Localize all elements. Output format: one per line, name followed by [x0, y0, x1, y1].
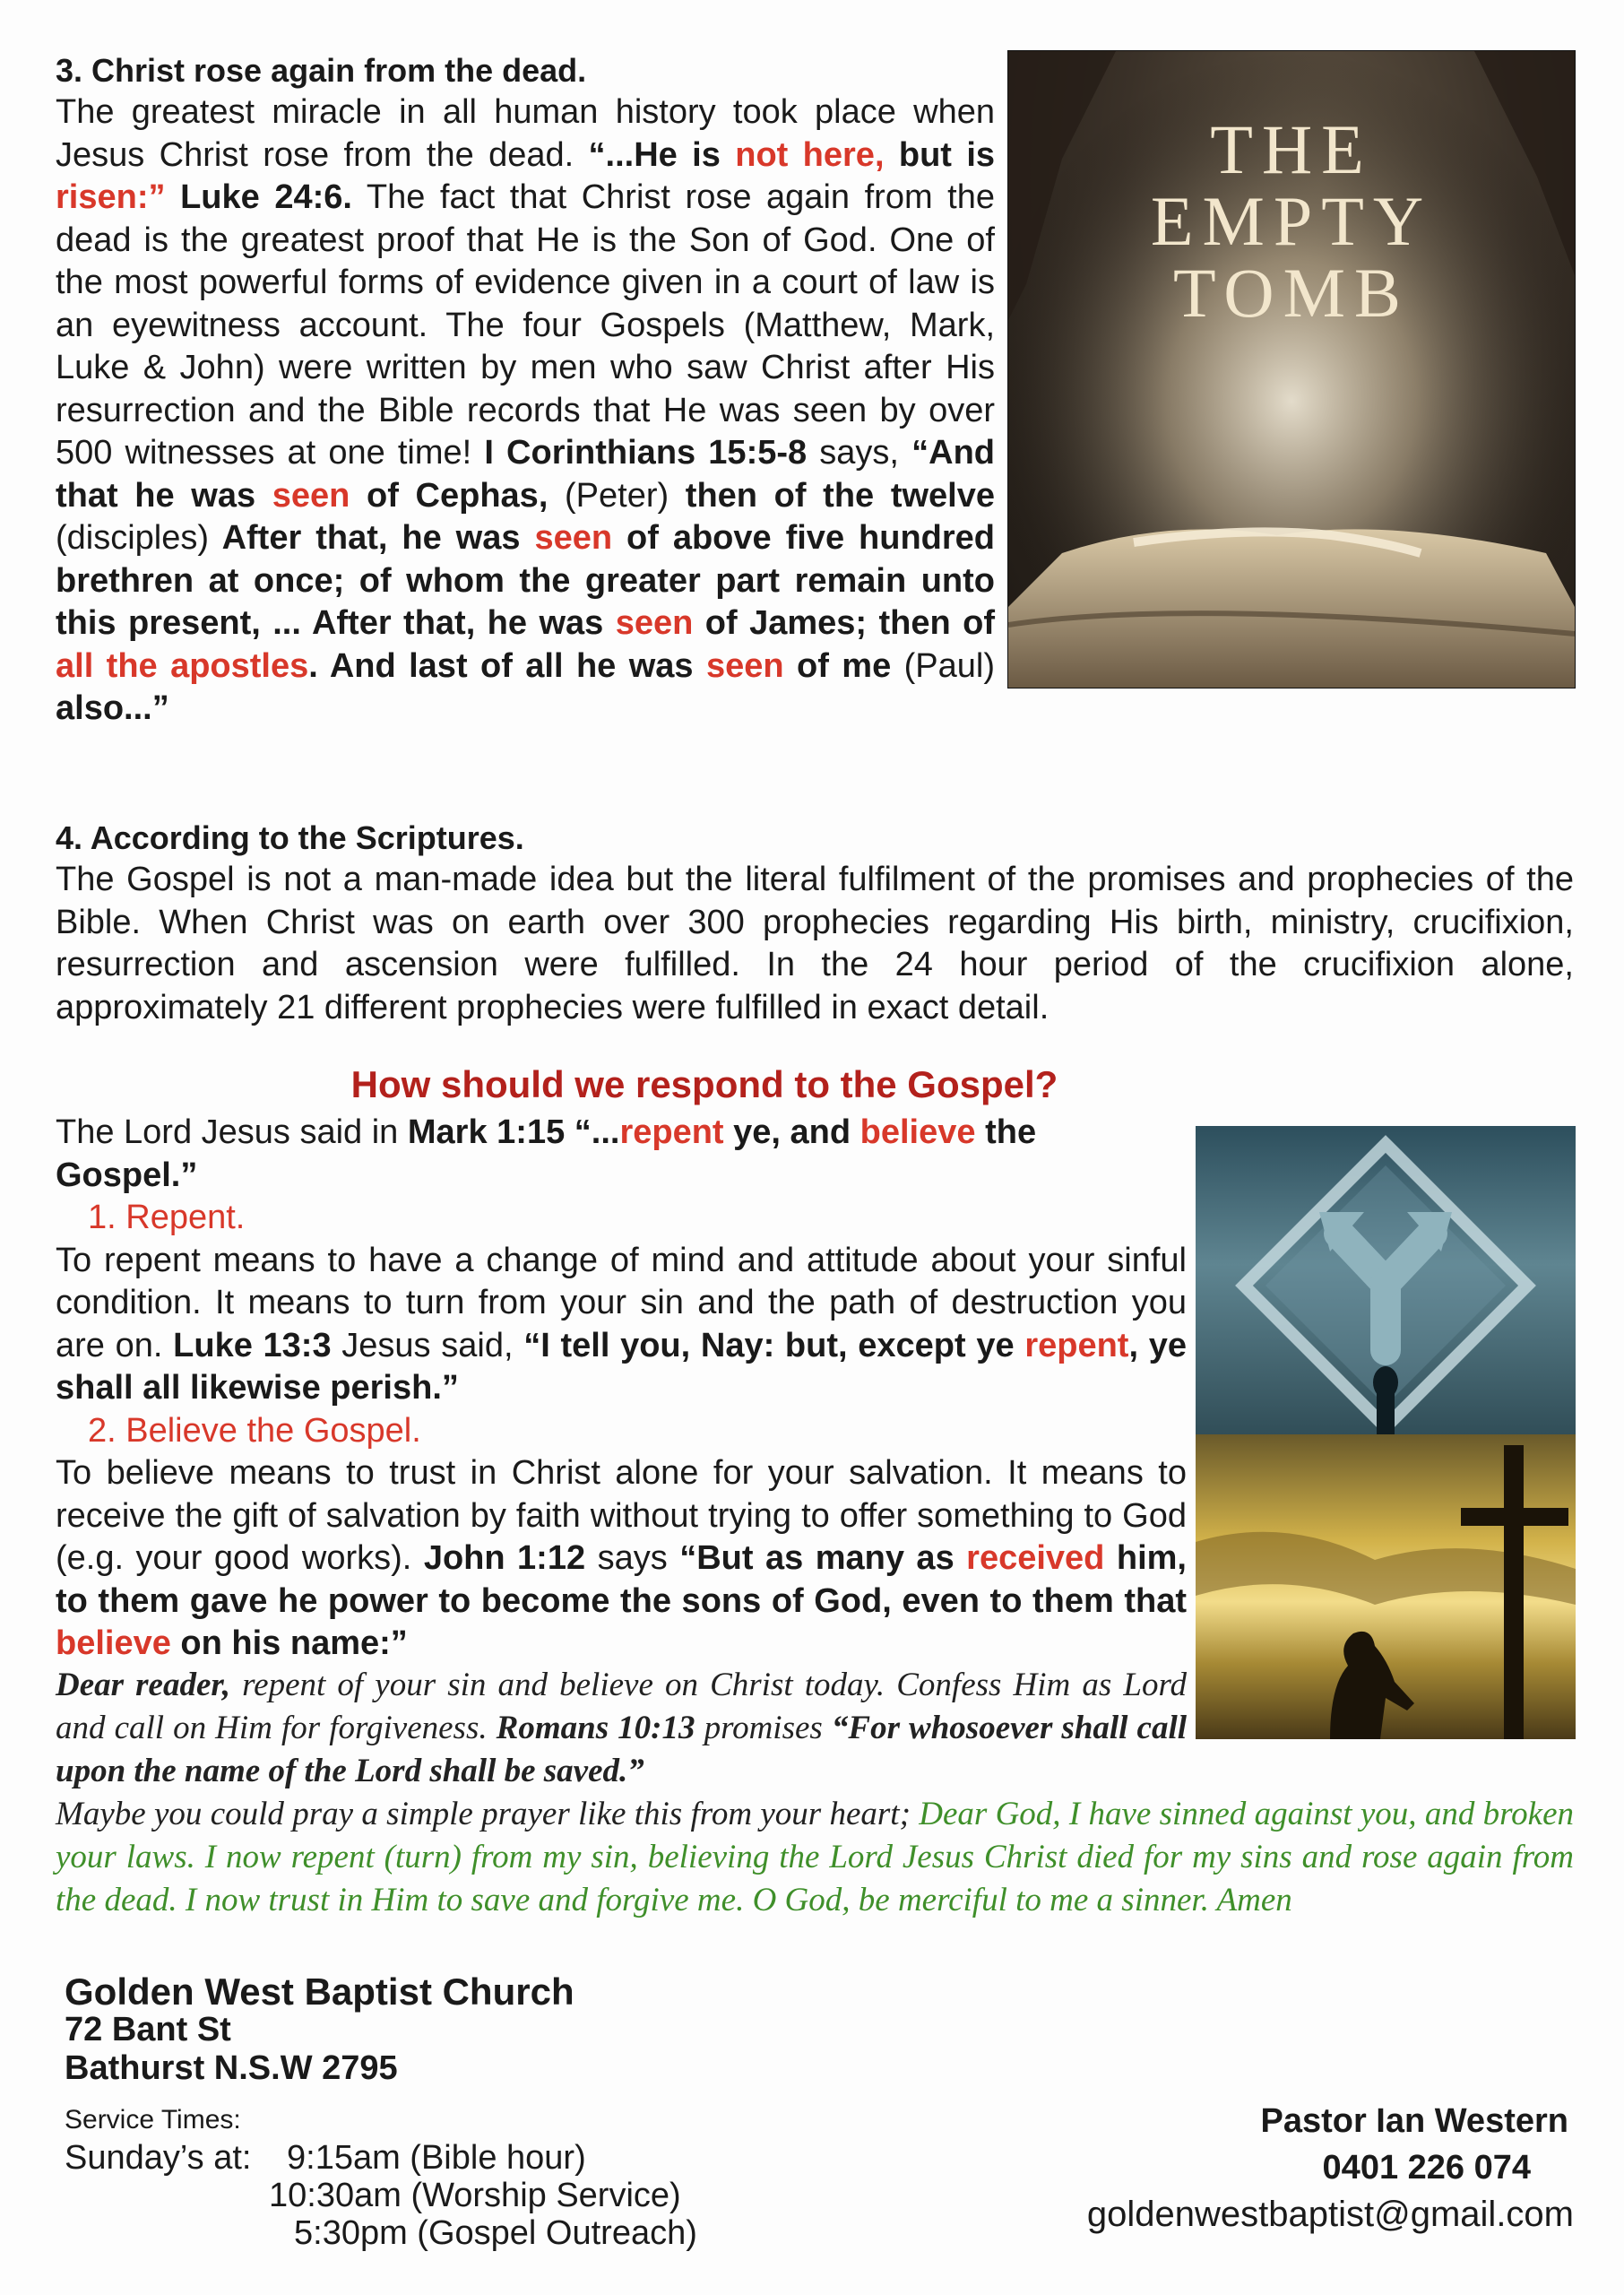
prayer-text: [56, 1793, 1574, 1922]
respond-text: [56, 1112, 1187, 1666]
text: To believe means to trust in Christ alone for your salvation. It means to receive the gift of salvation by faith without trying to offer something to God (e.g. your good works).: [56, 1454, 1187, 1577]
text: Maybe you could pray a simple prayer like this from your heart;: [56, 1796, 920, 1832]
quote-highlight: received: [966, 1539, 1105, 1577]
repent-subheading: 1. Repent.: [88, 1199, 246, 1236]
service-times: [65, 2101, 697, 2252]
quote-highlight: all the apostles: [56, 646, 309, 685]
times-list: [269, 2139, 697, 2252]
church-name: Golden West Baptist Church: [65, 1970, 574, 2013]
quote: of above five hundred brethren at once; of whom the greater part remain unto this present, ... After that, he was: [56, 519, 996, 642]
pastor-contact: [1087, 2098, 1574, 2238]
quote: also...”: [56, 689, 169, 727]
text: promises: [695, 1710, 832, 1746]
text: says,: [807, 434, 912, 472]
text: (Paul): [891, 646, 995, 685]
text: Jesus said,: [331, 1326, 524, 1364]
scripture-ref: Romans 10:13: [496, 1710, 695, 1746]
believe-subheading: 2. Believe the Gospel.: [88, 1411, 421, 1450]
text: The Lord Jesus said in: [56, 1113, 408, 1151]
quote: of me: [783, 646, 892, 685]
quote-highlight: risen:”: [56, 178, 166, 216]
quote-highlight: seen: [615, 604, 694, 642]
service-time: 5:30pm (Gospel Outreach): [294, 2214, 697, 2252]
quote-highlight: not here,: [735, 135, 885, 174]
section-4-text: [56, 818, 1574, 1029]
church-email[interactable]: goldenwestbaptist@gmail.com: [1086, 2195, 1574, 2234]
service-time: 10:30am (Worship Service): [269, 2177, 681, 2214]
empty-tomb-image: [1007, 50, 1576, 688]
church-address: [65, 1972, 574, 2088]
quote-highlight: seen: [272, 476, 350, 515]
section-4-body: The Gospel is not a man-made idea but the literal fulfilment of the promises and prophecies of the Bible. When Christ was on earth over 300 prophecies regarding His birth, ministry, crucifixion, resurrection and ascension were fulfilled. In the 24 hour period of the crucifixion alone, approximately 21 different prophecies were fulfilled in exact detail.: [56, 861, 1574, 1026]
church-town: Bathurst N.S.W 2795: [65, 2049, 398, 2087]
sunday-label: Sunday’s at:: [65, 2139, 252, 2177]
quote: of Cephas,: [350, 476, 549, 515]
service-row: [65, 2139, 697, 2252]
prayer: Dear God, I have sinned against you, and broken your laws. I now repent (turn) from my sin, believing the Lord Jesus Christ died for my sins and rose again from the dead. I now trust in Him to save and forgive me. O God, be merciful to me a sinner. Amen: [56, 1796, 1575, 1918]
pastor-phone: 0401 226 074: [1322, 2149, 1531, 2187]
quote-highlight: believe: [56, 1624, 171, 1662]
section-4-heading: 4. According to the Scriptures.: [56, 819, 524, 856]
service-time: 9:15am (Bible hour): [287, 2139, 586, 2177]
quote: “For whosoever shall call upon the name of the Lord shall be saved.”: [56, 1710, 1188, 1789]
pastor-name: Pastor Ian Western: [1260, 2102, 1568, 2140]
quote-highlight: seen: [534, 519, 613, 557]
quote-highlight: believe: [860, 1113, 976, 1151]
closing-text: [56, 1664, 1187, 1793]
church-street: 72 Bant St: [65, 2011, 231, 2048]
quote: of James; then of: [693, 604, 996, 642]
quote: “And that he was: [56, 434, 995, 515]
text: (disciples): [56, 519, 210, 557]
quote: After that, he was: [209, 519, 535, 557]
scripture-ref: John 1:12: [423, 1539, 586, 1577]
dear-reader: Dear reader,: [56, 1667, 231, 1703]
text: To repent means to have a change of mind and attitude about your sinful condition. It means to turn from your sin and the path of destruction you are on.: [56, 1241, 1187, 1364]
image-title-line: THE: [1210, 110, 1373, 188]
cross-icon: [1196, 1434, 1576, 1739]
respond-heading: How should we respond to the Gospel?: [350, 1063, 1058, 1105]
crossroads-image: [1196, 1126, 1576, 1434]
text: The greatest miracle in all human history took place when Jesus Christ rose from the dead.: [56, 93, 995, 174]
quote-highlight: repent: [619, 1113, 724, 1151]
quote: on his name:”: [170, 1624, 408, 1662]
text: (Peter): [548, 476, 669, 515]
quote: “I tell you, Nay: but, except ye: [523, 1326, 1025, 1364]
quote: “...: [565, 1113, 620, 1151]
cross-sunset-image: [1196, 1434, 1576, 1739]
quote: then of the twelve: [669, 476, 995, 515]
quote: but is: [884, 135, 996, 174]
crossroads-sign-icon: [1196, 1126, 1576, 1434]
text: The fact that Christ rose again from the dead is the greatest proof that He is the Son of God. One of the most powerful forms of evidence given in a court of law is an eyewitness account. The four Gospels (Matthew, Mark, Luke & John) were written by men who saw Christ after His resurrection and the Bible records that He was seen by over 500 witnesses at one time!: [56, 178, 996, 472]
section-3-text: [56, 50, 995, 731]
quote: . And last of all he was: [308, 646, 706, 685]
quote: “But as many as: [679, 1539, 967, 1577]
quote-highlight: repent: [1024, 1326, 1129, 1364]
section-3-heading: 3. Christ rose again from the dead.: [56, 52, 587, 89]
quote: ye, and: [723, 1113, 860, 1151]
quote: him, to them gave he power to become the sons of God, even to them that: [56, 1539, 1187, 1620]
service-label: Service Times:: [65, 2105, 241, 2135]
text: says: [585, 1539, 680, 1577]
scripture-ref: Mark 1:15: [407, 1113, 566, 1151]
text: repent of your sin and believe on Christ today. Confess Him as Lord and call on Him for forgiveness.: [56, 1667, 1187, 1746]
scripture-ref: I Corinthians 15:5-8: [484, 434, 808, 472]
quote: the Gospel.”: [56, 1113, 1037, 1194]
scripture-ref: Luke 24:6.: [165, 178, 352, 216]
believe-paragraph: [56, 1452, 1187, 1666]
image-title-line: EMPTY: [1150, 182, 1433, 260]
quote-highlight: seen: [705, 646, 784, 685]
scripture-ref: Luke 13:3: [173, 1326, 332, 1364]
respond-intro: [56, 1112, 1187, 1197]
repent-paragraph: [56, 1240, 1187, 1410]
quote: , ye shall all likewise perish.”: [56, 1326, 1187, 1407]
quote: “...He is: [588, 135, 736, 174]
image-title-line: TOMB: [1173, 254, 1410, 332]
